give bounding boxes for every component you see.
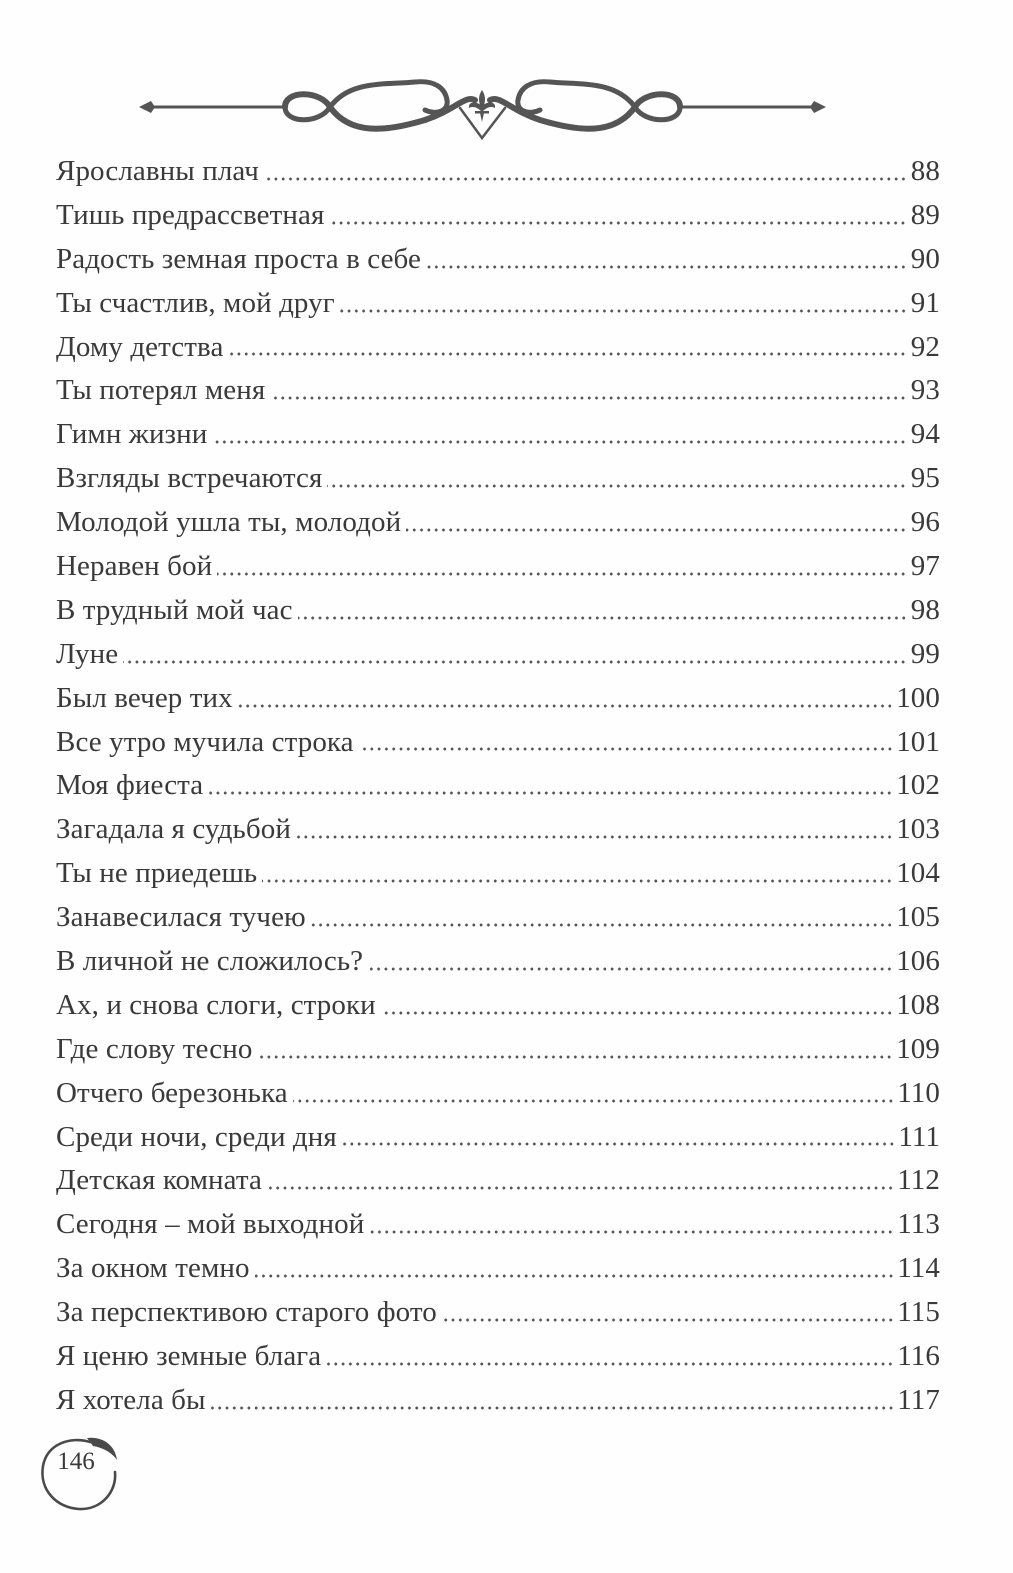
toc-entry[interactable] xyxy=(56,721,940,765)
toc-entry[interactable] xyxy=(56,984,940,1028)
dot-leader xyxy=(326,1361,894,1367)
toc-entry-page: 101 xyxy=(896,725,940,758)
dot-leader xyxy=(262,878,893,884)
toc-entry-page: 106 xyxy=(896,945,940,978)
dot-leader xyxy=(217,571,907,577)
toc-entry-title: Все утро мучила строка xyxy=(56,725,354,758)
dot-leader xyxy=(298,615,907,621)
toc-entry-page: 92 xyxy=(910,330,940,363)
dot-leader xyxy=(342,1141,896,1147)
dot-leader xyxy=(442,1317,894,1323)
toc-entry-title: Радость земная проста в себе xyxy=(56,242,422,275)
dot-leader xyxy=(359,746,894,752)
toc-entry[interactable] xyxy=(56,501,940,545)
toc-entry-title: Отчего березонька xyxy=(56,1076,288,1109)
toc-entry-page: 100 xyxy=(896,681,940,714)
toc-entry-title: Где слову тесно xyxy=(56,1032,253,1065)
toc-entry-title: Тишь предрассветная xyxy=(56,198,325,231)
toc-entry-page: 91 xyxy=(910,286,940,319)
toc-entry[interactable] xyxy=(56,589,940,633)
toc-entry-title: За перспективою старого фото xyxy=(56,1296,437,1329)
toc-entry[interactable] xyxy=(56,1159,940,1203)
toc-entry-page: 104 xyxy=(896,857,940,890)
toc-entry-title: В трудный мой час xyxy=(56,593,293,626)
toc-entry-page: 115 xyxy=(897,1296,940,1329)
toc-entry-page: 108 xyxy=(896,988,940,1021)
toc-entry[interactable] xyxy=(56,764,940,808)
dot-leader xyxy=(369,1229,894,1235)
toc-entry[interactable] xyxy=(56,282,940,326)
dot-leader xyxy=(340,308,907,314)
dot-leader xyxy=(406,527,907,533)
toc-entry-page: 96 xyxy=(910,506,940,539)
dot-leader xyxy=(381,1010,893,1016)
toc-entry-title: Загадала я судьбой xyxy=(56,813,291,846)
table-of-contents xyxy=(56,150,940,1423)
toc-entry-title: Неравен бой xyxy=(56,550,213,583)
toc-entry-title: Моя фиеста xyxy=(56,769,204,802)
toc-entry[interactable] xyxy=(56,852,940,896)
dot-leader xyxy=(123,659,907,665)
toc-entry-page: 90 xyxy=(910,242,940,275)
toc-entry-title: Был вечер тих xyxy=(56,681,233,714)
toc-entry[interactable] xyxy=(56,238,940,282)
toc-entry-title: Занавесилася тучею xyxy=(56,901,306,934)
toc-entry[interactable] xyxy=(56,1291,940,1335)
toc-entry[interactable] xyxy=(56,633,940,677)
toc-entry-page: 111 xyxy=(898,1120,940,1153)
dot-leader xyxy=(257,1054,893,1060)
toc-entry[interactable] xyxy=(56,369,940,413)
toc-entry-page: 103 xyxy=(896,813,940,846)
toc-entry-page: 94 xyxy=(910,418,940,451)
toc-entry-title: Среди ночи, среди дня xyxy=(56,1120,337,1153)
dot-leader xyxy=(296,834,893,840)
toc-entry-title: Луне xyxy=(56,637,119,670)
toc-entry-page: 110 xyxy=(897,1076,940,1109)
toc-entry[interactable] xyxy=(56,413,940,457)
toc-entry-page: 89 xyxy=(910,198,940,231)
toc-entry-title: Молодой ушла ты, молодой xyxy=(56,506,402,539)
toc-entry-page: 93 xyxy=(910,374,940,407)
toc-entry-page: 114 xyxy=(897,1252,940,1285)
dot-leader xyxy=(270,395,907,401)
dot-leader xyxy=(329,220,907,226)
toc-entry-title: За окном темно xyxy=(56,1252,250,1285)
toc-entry[interactable] xyxy=(56,677,940,721)
toc-entry-page: 88 xyxy=(910,155,940,187)
toc-entry-page: 117 xyxy=(897,1383,940,1416)
toc-entry-page: 98 xyxy=(910,593,940,626)
page-number: 146 xyxy=(57,1448,95,1475)
toc-entry-page: 112 xyxy=(897,1164,940,1197)
page-number-badge xyxy=(35,1430,125,1515)
toc-entry-title: Гимн жизни xyxy=(56,418,208,451)
toc-entry-title: Детская комната xyxy=(56,1164,262,1197)
toc-entry[interactable] xyxy=(56,1335,940,1379)
dot-leader xyxy=(368,966,893,972)
toc-entry[interactable] xyxy=(56,940,940,984)
dot-leader xyxy=(311,922,893,928)
toc-entry[interactable] xyxy=(56,194,940,238)
toc-entry[interactable] xyxy=(56,896,940,940)
toc-entry-title: Сегодня – мой выходной xyxy=(56,1208,365,1241)
dot-leader xyxy=(255,1273,895,1279)
dot-leader xyxy=(327,483,907,489)
dot-leader xyxy=(211,1405,895,1411)
toc-entry-title: Я ценю земные блага xyxy=(56,1340,322,1373)
toc-entry-title: Я хотела бы xyxy=(56,1383,206,1416)
toc-entry-page: 102 xyxy=(896,769,940,802)
dot-leader xyxy=(426,264,907,270)
toc-entry[interactable] xyxy=(56,808,940,852)
dot-leader xyxy=(212,439,907,445)
toc-entry[interactable] xyxy=(56,326,940,370)
dot-leader xyxy=(293,1098,895,1104)
toc-entry[interactable] xyxy=(56,1072,940,1116)
toc-entry-page: 113 xyxy=(897,1208,940,1241)
toc-entry-page: 95 xyxy=(910,462,940,495)
toc-entry[interactable] xyxy=(56,1028,940,1072)
toc-entry-title: Ты потерял меня xyxy=(56,374,266,407)
toc-entry-title: В личной не сложилось? xyxy=(56,945,364,978)
dot-leader xyxy=(267,1185,894,1191)
dot-leader xyxy=(238,703,893,709)
toc-entry[interactable] xyxy=(56,150,940,194)
toc-entry-page: 116 xyxy=(897,1340,940,1373)
toc-entry-title: Дому детства xyxy=(56,330,224,363)
toc-entry-page: 99 xyxy=(910,637,940,670)
toc-entry-title: Ты счастлив, мой друг xyxy=(56,286,335,319)
toc-entry[interactable] xyxy=(56,1247,940,1291)
toc-entry-page: 97 xyxy=(910,550,940,583)
toc-entry-page: 105 xyxy=(896,901,940,934)
toc-entry-page: 109 xyxy=(896,1032,940,1065)
toc-entry[interactable] xyxy=(56,1203,940,1247)
toc-entry[interactable] xyxy=(56,1116,940,1160)
toc-entry-title: Ах, и снова слоги, строки xyxy=(56,988,376,1021)
toc-entry-title: Ярославны плач xyxy=(56,155,259,187)
dot-leader xyxy=(208,790,893,796)
toc-entry[interactable] xyxy=(56,457,940,501)
toc-entry[interactable] xyxy=(56,545,940,589)
dot-leader xyxy=(228,351,907,357)
toc-entry[interactable] xyxy=(56,1379,940,1423)
toc-entry-title: Ты не приедешь xyxy=(56,857,258,890)
dot-leader xyxy=(264,176,907,182)
flourish-divider-icon xyxy=(135,60,830,150)
toc-entry-title: Взгляды встречаются xyxy=(56,462,323,495)
